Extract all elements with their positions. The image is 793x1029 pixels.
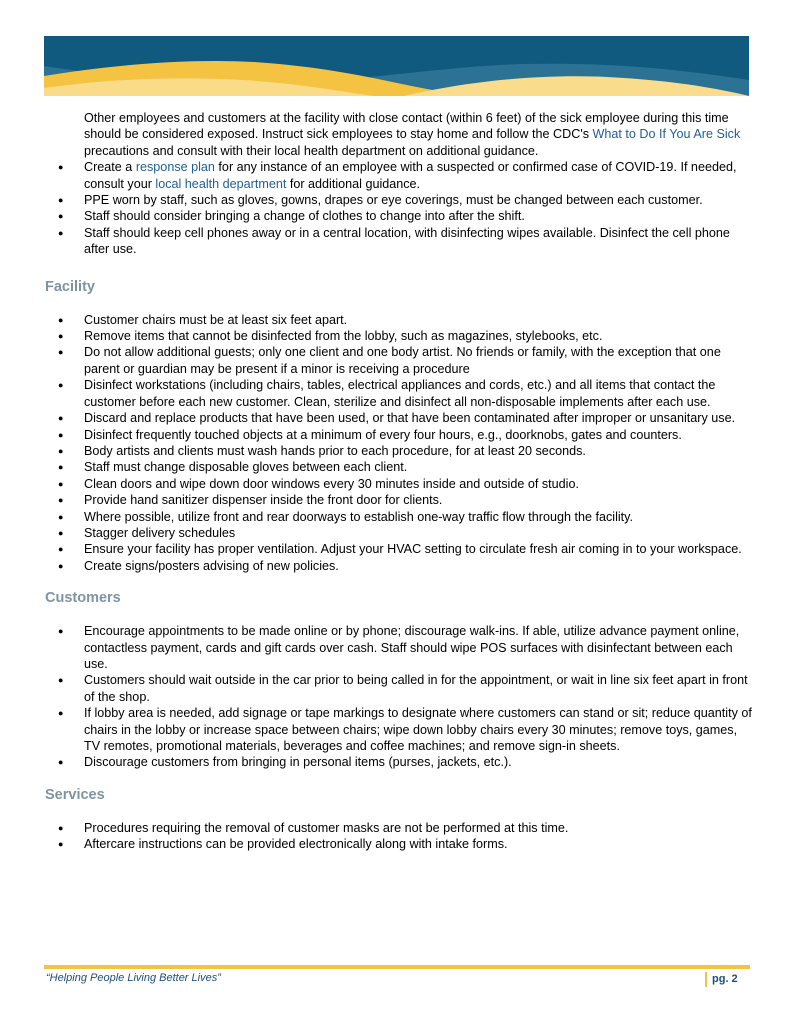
list-item: ● Staff should keep cell phones away or in a central location, with disinfecting wipes available. Disinfect the cell phone after use. [45, 225, 755, 258]
page-number: pg. 2 [712, 973, 738, 985]
response-plan-link[interactable]: response plan [135, 160, 215, 175]
list-item: ● Where possible, utilize front and rear doorways to establish one-way traffic flow through the facility. [45, 509, 755, 525]
exposure-text: Other employees and customers at the facility with close contact (within 6 feet) of the sick employee during this time should be considered exposed. Instruct sick employees to stay home and follow the CDC's [84, 111, 729, 142]
list-item: ● Disinfect frequently touched objects at a minimum of every four hours, e.g., doorknobs, gates and counters. [45, 427, 755, 443]
list-item: ● Ensure your facility has proper ventilation. Adjust your HVAC setting to circulate fresh air coming in to your workspace. [45, 541, 755, 557]
list-item: ● Discourage customers from bringing in personal items (purses, jackets, etc.). [45, 754, 755, 770]
list-item: ● Staff should consider bringing a change of clothes to change into after the shift. [45, 208, 755, 224]
footer-tagline: “Helping People Living Better Lives” [46, 972, 221, 984]
customers-list [45, 623, 755, 771]
list-item: ● Disinfect workstations (including chairs, tables, electrical appliances and cords, etc.) and all items that contact the customer before each new customer. Clean, sterilize and disinfect all non-disposable implements after each use. [45, 377, 755, 410]
what-to-do-if-sick-link[interactable]: What to Do If You Are Sick [592, 127, 741, 142]
page-content [45, 110, 755, 853]
list-item: ● Do not allow additional guests; only one client and one body artist. No friends or family, with the exception that one parent or guardian may be present if a minor is receiving a procedure [45, 344, 755, 377]
list-item: ● Remove items that cannot be disinfected from the lobby, such as magazines, stylebooks, etc. [45, 328, 755, 344]
list-item: ● Provide hand sanitizer dispenser inside the front door for clients. [45, 492, 755, 508]
exposure-paragraph [84, 110, 750, 159]
item-text: Create a [84, 160, 136, 175]
list-item: ● Encourage appointments to be made online or by phone; discourage walk-ins. If able, utilize advance payment online, contactless payment, cards and gift cards over cash. Staff should wipe POS surfaces with disinfectant between each use. [45, 623, 755, 672]
facility-list [45, 312, 755, 575]
list-item: ● If lobby area is needed, add signage or tape markings to designate where customers can stand or sit; reduce quantity of chairs in the lobby or increase space between chairs; wipe down lobby chairs every 30 minutes; remove toys, games, TV remotes, promotional materials, beverages and coffee machines; and remove sign-in sheets. [45, 705, 755, 754]
footer-rule [44, 965, 750, 969]
list-item: ● Aftercare instructions can be provided electronically along with intake forms. [45, 836, 755, 852]
list-item: ● PPE worn by staff, such as gloves, gowns, drapes or eye coverings, must be changed between each customer. [45, 192, 755, 208]
services-list [45, 820, 755, 853]
exposure-text-end: precautions and consult with their local health department on additional guidance. [84, 143, 539, 158]
item-text: for additional guidance. [286, 176, 421, 191]
services-heading: Services [45, 786, 105, 803]
list-item: ● Customer chairs must be at least six feet apart. [45, 312, 755, 328]
list-item: ● Discard and replace products that have been used, or that have been contaminated after improper or unsanitary use. [45, 410, 755, 426]
list-item [45, 159, 755, 192]
footer-separator [705, 972, 707, 987]
employee-list [45, 159, 755, 257]
list-item: ● Create signs/posters advising of new policies. [45, 558, 755, 574]
local-health-department-link[interactable]: local health department [155, 176, 287, 191]
list-item: ● Clean doors and wipe down door windows every 30 minutes inside and outside of studio. [45, 476, 755, 492]
list-item: ● Procedures requiring the removal of customer masks are not be performed at this time. [45, 820, 755, 836]
list-item: ● Stagger delivery schedules [45, 525, 755, 541]
customers-heading: Customers [45, 590, 121, 607]
item-text: for any instance of an employee with a suspected or confirmed case of COVID-19. If needed, consult your [84, 160, 737, 191]
facility-heading: Facility [45, 278, 95, 295]
list-item: ● Body artists and clients must wash hands prior to each procedure, for at least 20 seconds. [45, 443, 755, 459]
header-banner [44, 36, 749, 96]
list-item: ● Staff must change disposable gloves between each client. [45, 459, 755, 475]
list-item: ● Customers should wait outside in the car prior to being called in for the appointment, or wait in line six feet apart in front of the shop. [45, 672, 755, 705]
